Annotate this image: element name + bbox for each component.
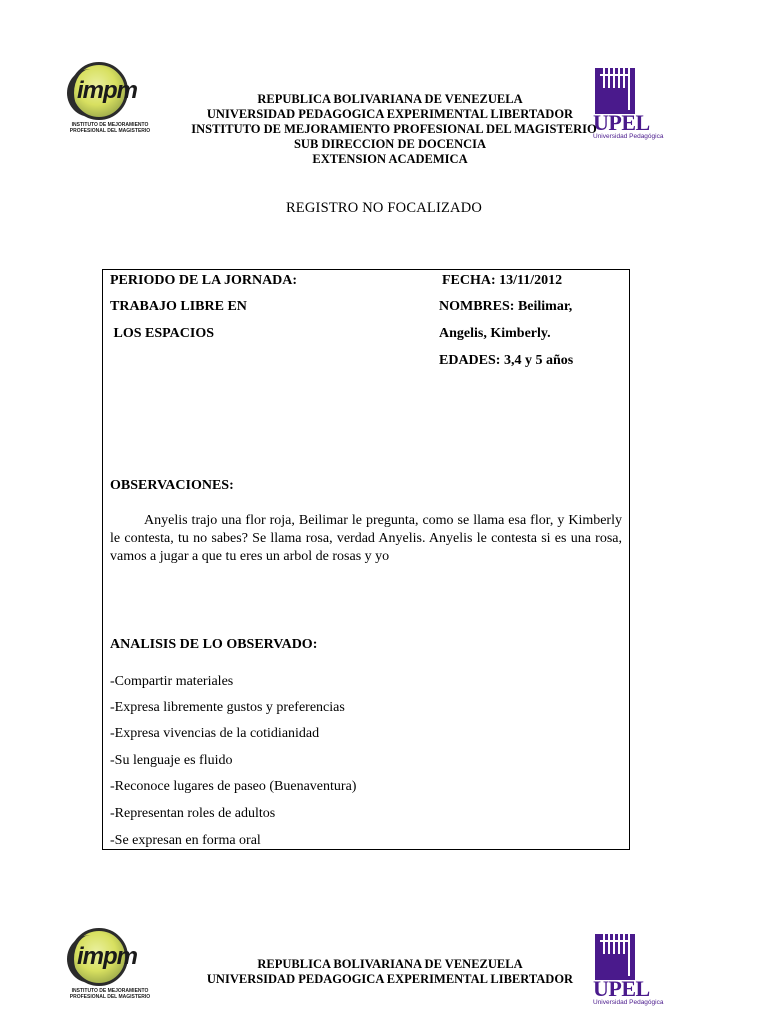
document-title: REGISTRO NO FOCALIZADO: [285, 200, 483, 216]
analisis-label: ANALISIS DE LO OBSERVADO:: [110, 637, 318, 652]
upel-wordmark: UPEL: [593, 976, 650, 1001]
header-line-university: UNIVERSIDAD PEDAGOGICA EXPERIMENTAL LIBERTADOR: [206, 972, 574, 986]
header-line-republic: REPUBLICA BOLIVARIANA DE VENEZUELA: [257, 92, 523, 106]
impm-emblem: impm: [70, 62, 128, 120]
fecha-field: FECHA: 13/11/2012: [442, 273, 563, 288]
impm-emblem: impm: [70, 928, 128, 986]
list-item: -Su lenguaje es fluido: [110, 753, 233, 768]
header-line-subdirection: SUB DIRECCION DE DOCENCIA: [293, 137, 487, 151]
observaciones-text: Anyelis trajo una flor roja, Beilimar le pregunta, como se llama esa flor, y Kimberly le contesta, tu no sabes? Se llama rosa, verdad Anyelis. Anyelis le contesta si es una rosa, vamos a jugar a que tu eres un arbol de rosas y yo: [110, 513, 622, 564]
periodo-value-line2: LOS ESPACIOS: [110, 326, 214, 341]
header-line-university: UNIVERSIDAD PEDAGOGICA EXPERIMENTAL LIBERTADOR: [206, 107, 574, 121]
nombres-line1: NOMBRES: Beilimar,: [439, 299, 573, 314]
impm-logo-bottom: [64, 928, 154, 998]
observaciones-label: OBSERVACIONES:: [110, 478, 234, 493]
institution-header: [150, 92, 630, 167]
edades-field: EDADES: 3,4 y 5 años: [439, 353, 574, 368]
periodo-label: PERIODO DE LA JORNADA:: [110, 273, 298, 288]
periodo-value-line1: TRABAJO LIBRE EN: [110, 299, 247, 314]
list-item: -Expresa libremente gustos y preferencias: [110, 700, 345, 715]
upel-caption: Universidad Pedagógica: [593, 999, 664, 1006]
upel-caption: Universidad Pedagógica: [593, 133, 664, 140]
nombres-line2: Angelis, Kimberly.: [439, 326, 551, 341]
institution-header-bottom: [150, 957, 630, 987]
impm-caption: INSTITUTO DE MEJORAMIENTO PROFESIONAL DEL MAGISTERIO: [69, 988, 151, 1000]
list-item: -Se expresan en forma oral: [110, 833, 261, 848]
header-line-republic: REPUBLICA BOLIVARIANA DE VENEZUELA: [257, 957, 523, 971]
header-line-extension: EXTENSION ACADEMICA: [312, 152, 468, 166]
list-item: -Reconoce lugares de paseo (Buenaventura): [110, 779, 357, 794]
impm-caption: INSTITUTO DE MEJORAMIENTO PROFESIONAL DEL MAGISTERIO: [69, 122, 151, 134]
list-item: -Compartir materiales: [110, 674, 234, 689]
header-line-institute: INSTITUTO DE MEJORAMIENTO PROFESIONAL DEL MAGISTERIO: [191, 122, 597, 136]
upel-wordmark: UPEL: [593, 110, 650, 135]
impm-logo: [64, 62, 154, 132]
list-item: -Representan roles de adultos: [110, 806, 276, 821]
list-item: -Expresa vivencias de la cotidianidad: [110, 726, 320, 741]
